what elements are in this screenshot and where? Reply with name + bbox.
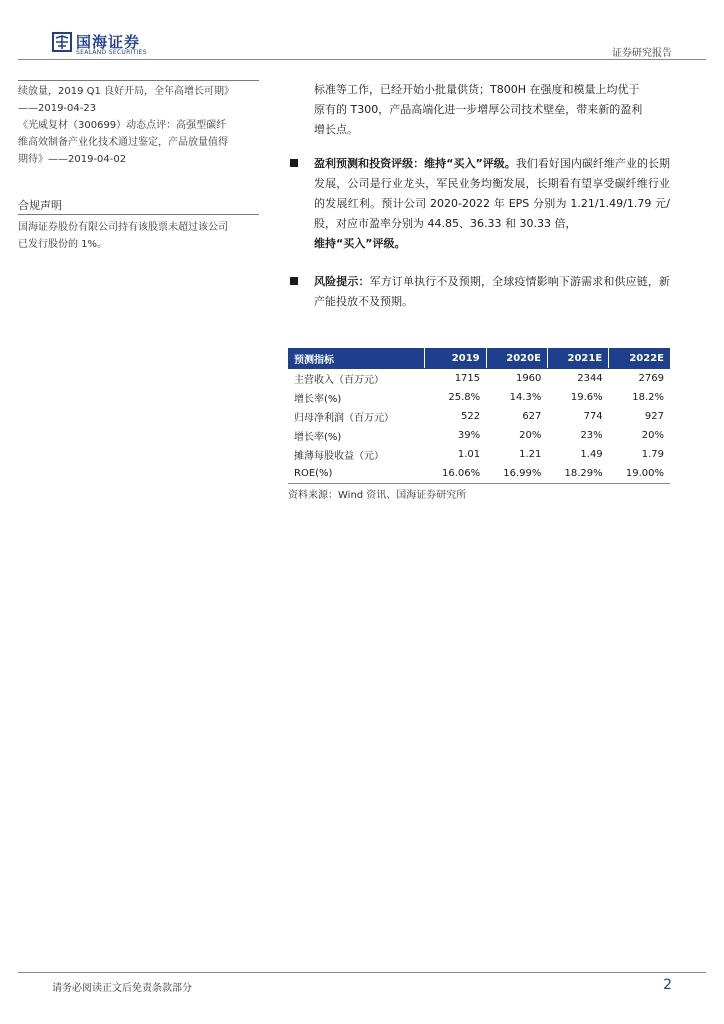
table-cell: 627 [522,411,542,422]
table-cell: 1715 [454,373,481,384]
intro-line: 原有的 T300，产品高端化进一步增厚公司技术壁垒，带来新的盈利 [314,103,643,116]
related-report-line: 续放量，2019 Q1 良好开局，全年高增长可期》 [18,86,235,97]
table-cell: 25.8% [448,392,481,403]
table-cell: 522 [461,411,481,422]
table-header-cell: 2020E [486,348,547,369]
intro-paragraph [288,80,670,140]
table-cell: 1960 [515,373,542,384]
table-cell: 774 [583,411,603,422]
table-header-cell: 2022E [609,348,670,369]
related-report-line: 期待》——2019-04-02 [18,154,127,165]
compliance-line: 已发行股份的 1%。 [18,239,108,250]
table-cell: 增长率(%) [294,432,342,443]
bullet-square-icon [290,277,298,285]
related-reports-top-rule [18,80,259,81]
table-cell: 2769 [638,373,664,384]
table-cell: 18.29% [547,464,608,484]
table-cell: 2344 [577,373,603,384]
table-source-note: 资料来源：Wind 资讯、国海证券研究所 [288,490,467,501]
risk-paragraph [288,272,670,312]
table-row [288,388,670,407]
related-report-line: 维高效制备产业化技术通过鉴定，产品放量值得 [18,137,228,148]
compliance-statement [18,219,259,253]
table-cell: 20% [641,430,664,441]
table-cell: ROE(%) [288,464,425,484]
table-header-row [288,348,670,369]
table-cell: 摊薄每股收益（元） [294,451,384,462]
table-cell: 18.2% [632,392,664,403]
table-cell: 16.99% [486,464,547,484]
table-cell: 39% [457,430,481,441]
intro-line: 增长点。 [314,123,358,136]
logo-chinese-name: 国海证券 [76,33,141,51]
table-header-cell: 预测指标 [288,348,425,369]
forecast-table [288,348,670,484]
sealand-logo-icon [52,32,72,52]
table-row [288,445,670,464]
intro-line: 标准等工作，已经开始小批量供货；T800H 在强度和模量上均优于 [314,83,640,96]
footer-disclaimer: 请务必阅读正文后免责条款部分 [52,983,192,994]
rating-paragraph [288,154,670,254]
risk-heading: 风险提示： [314,275,370,288]
bullet-square-icon [290,159,298,167]
table-cell: 19.00% [609,464,670,484]
related-reports [18,80,259,168]
company-logo [52,31,172,57]
table-cell: 归母净利润（百万元） [294,413,394,424]
table-row [288,426,670,445]
table-cell: 16.06% [425,464,486,484]
compliance-title: 合规声明 [18,199,62,212]
report-type-label: 证券研究报告 [612,48,672,59]
table-header-cell: 2019 [425,348,486,369]
header-divider [18,59,706,60]
table-cell: 14.3% [509,392,542,403]
table-cell: 1.79 [641,449,664,460]
table-cell: 19.6% [570,392,603,403]
table-cell: 1.49 [580,449,603,460]
table-cell: 23% [580,430,603,441]
rating-closing: 维持“买入”评级。 [314,237,406,250]
table-cell: 增长率(%) [294,394,342,405]
table-cell: 927 [644,411,664,422]
main-content [288,80,670,312]
table-cell: 20% [519,430,542,441]
footer-divider [18,972,706,973]
logo-english-name: SEALAND SECURITIES [76,49,147,56]
table-row [288,407,670,426]
table-row [288,369,670,389]
page-number: 2 [663,977,672,993]
table-row [288,464,670,484]
table-header-cell: 2021E [547,348,608,369]
compliance-rule [18,214,259,215]
table-cell: 1.01 [457,449,481,460]
table-cell: 1.21 [519,449,542,460]
rating-body: 我们看好国内碳纤维产业的长期发展，公司是行业龙头，军民业务均衡发展，长期看有望享受碳纤维行业的发展红利。预计公司 2020-2022 年 EPS 分别为 1.21/1.49/1.79 元/股，对应市盈率分别为 44.85、36.33 和 30.33 倍， [314,157,670,230]
table-cell: 主营收入（百万元） [294,375,384,386]
risk-body: 军方订单执行不及预期，全球疫情影响下游需求和供应链，新产能投放不及预期。 [314,275,671,308]
compliance-line: 国海证券股份有限公司持有该股票未超过该公司 [18,222,228,233]
related-report-line: 《光威复材（300699）动态点评：高强型碳纤 [18,120,227,131]
rating-heading: 盈利预测和投资评级：维持“买入”评级。 [314,157,516,170]
related-report-line: ——2019-04-23 [18,103,97,114]
